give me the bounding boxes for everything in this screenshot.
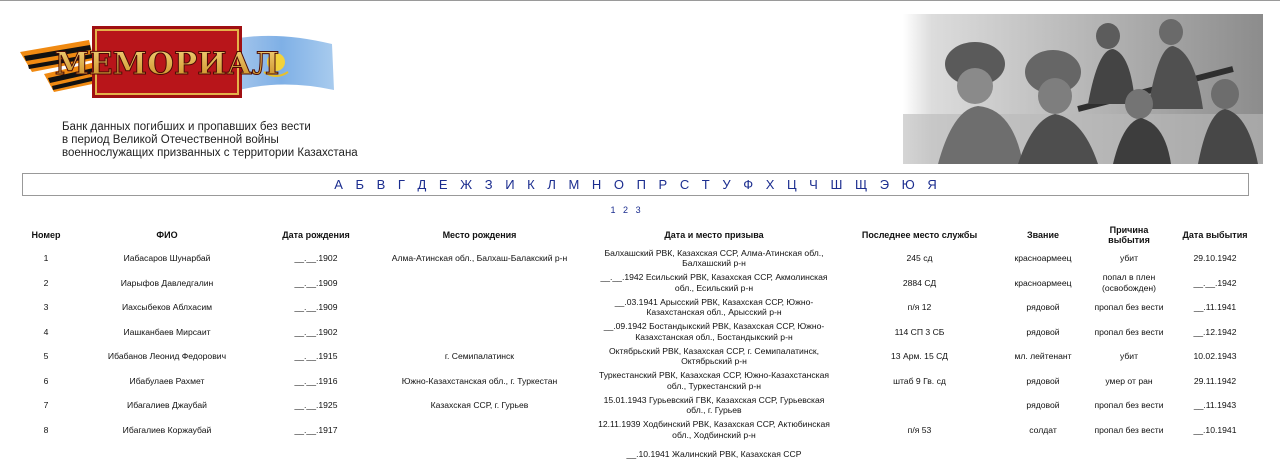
column-header[interactable]: ФИО [156, 230, 178, 240]
alphabet-letter-link[interactable]: Ц [786, 177, 797, 192]
column-header[interactable]: Дата выбытия [1182, 230, 1248, 240]
row-number: 3 [43, 302, 49, 312]
birth-place [368, 295, 591, 320]
alphabet-letter-link[interactable]: И [505, 177, 515, 192]
column-header[interactable]: Место рождения [442, 230, 517, 240]
birth-place: Казахская ССР, г. Гурьев [430, 400, 529, 410]
table-row[interactable] [22, 442, 1256, 467]
birth-date: __.__.1916 [294, 375, 338, 386]
alphabet-letter-link[interactable]: В [376, 177, 386, 192]
alphabet-letter-link[interactable]: Ю [901, 177, 915, 192]
birth-place [368, 442, 591, 467]
birth-place: Алма-Атинская обл., Балхаш-Балакский р-н [391, 253, 568, 263]
alphabet-letter-link[interactable]: Ч [809, 177, 818, 192]
conscription-info: Балхашский РВК, Казахская ССР, Алма-Атинская обл., Балхашский р-н [604, 247, 824, 269]
birth-date: __.__.1909 [294, 302, 338, 312]
soldier-name-link[interactable]: Иашканбаев Мирсаит [123, 326, 211, 337]
birth-place: Южно-Казахстанская обл., г. Туркестан [401, 375, 558, 386]
row-number: 7 [43, 400, 49, 410]
conscription-info: __.03.1941 Арысский РВК, Казахская ССР, Южно-Казахстанская обл., Арысский р-н [614, 296, 814, 318]
departure-date [1174, 442, 1256, 467]
row-number: 5 [43, 351, 49, 361]
alphabet-letter-link[interactable]: Э [879, 177, 890, 192]
departure-date: __.__.1942 [1193, 277, 1237, 288]
birth-place [368, 320, 591, 345]
table-header-row [22, 224, 1256, 246]
table-row[interactable] [22, 246, 1256, 271]
svg-text:МЕМОРИАЛ: МЕМОРИАЛ [54, 46, 280, 82]
pagination [608, 205, 643, 215]
row-number: 2 [43, 277, 49, 288]
conscription-info: __.09.1942 Бостандыкский РВК, Казахская ССР, Южно-Казахстанская обл., Бостандыкский р-н [603, 321, 825, 342]
conscription-info: 15.01.1943 Гурьевский ГВК, Казахская ССР, Гурьевская обл., г. Гурьев [603, 394, 825, 416]
departure-date: 29.10.1942 [1193, 253, 1237, 263]
alphabet-letter-link[interactable]: Р [658, 177, 668, 192]
soldier-name-link[interactable]: Ибагалиев Джаубай [127, 400, 207, 410]
departure-date: __.12.1942 [1193, 326, 1237, 337]
alphabet-letter-link[interactable]: Ф [743, 177, 754, 192]
rank: рядовой [1026, 326, 1060, 337]
conscription-info: Октябрьский РВК, Казахская ССР, г. Семипалатинск, Октябрьский р-н [608, 345, 820, 367]
departure-date: 10.02.1943 [1193, 351, 1237, 361]
column-header[interactable]: Дата рождения [282, 230, 350, 240]
alphabet-letter-link[interactable]: С [679, 177, 690, 192]
soldier-name-link[interactable]: Иарыфов Давледгалин [120, 277, 214, 288]
page-link[interactable]: 2 [623, 205, 629, 215]
table-row[interactable] [22, 418, 1256, 443]
row-number: 6 [43, 375, 49, 386]
soldier-name-link[interactable]: Ибабулаев Рахмет [129, 375, 205, 386]
alphabet-letter-link[interactable]: Щ [854, 177, 868, 192]
last-service: штаб 9 Гв. сд [893, 375, 946, 386]
row-number: 4 [43, 326, 49, 337]
alphabet-letter-link[interactable]: К [527, 177, 535, 192]
departure-reason: пропал без вести [1094, 302, 1164, 312]
last-service [837, 393, 1002, 418]
rank: красноармеец [1014, 253, 1072, 263]
memorial-logo[interactable] [14, 12, 344, 107]
birth-place [368, 418, 591, 443]
departure-reason: попал в плен (освобожден) [1102, 272, 1156, 293]
alphabet-letter-link[interactable]: О [613, 177, 625, 192]
departure-date: __.10.1941 [1193, 424, 1237, 435]
alphabet-letter-link[interactable]: Б [355, 177, 364, 192]
departure-date: 29.11.1942 [1193, 375, 1237, 386]
alphabet-letter-link[interactable]: Ш [830, 177, 843, 192]
conscription-info: Туркестанский РВК, Казахская ССР, Южно-Казахстанская обл., Туркестанский р-н [598, 370, 830, 391]
row-number [22, 442, 70, 467]
column-header[interactable]: Причина выбытия [1108, 225, 1150, 245]
description-line: в период Великой Отечественной войны [62, 134, 279, 146]
last-service: 245 сд [906, 253, 933, 263]
rank [1002, 442, 1084, 467]
last-service: п/я 53 [907, 424, 932, 435]
departure-date: __.11.1943 [1193, 400, 1237, 410]
birth-date: __.__.1925 [294, 400, 338, 410]
results-table [22, 224, 1256, 467]
table-row[interactable] [22, 271, 1256, 296]
birth-date: __.__.1915 [294, 351, 338, 361]
last-service: 2884 СД [902, 277, 937, 288]
alphabet-nav [22, 173, 1249, 196]
departure-reason: умер от ран [1105, 375, 1153, 386]
site-description [62, 121, 358, 160]
table-row[interactable] [22, 393, 1256, 418]
row-number: 8 [43, 424, 49, 435]
alphabet-letter-link[interactable]: Н [591, 177, 602, 192]
table-row[interactable] [22, 344, 1256, 369]
rank: рядовой [1026, 400, 1060, 410]
conscription-info: 12.11.1939 Ходбинский РВК, Казахская ССР, Актюбинская обл., Ходбинский р-н [598, 419, 830, 440]
rank: солдат [1029, 424, 1057, 435]
last-service: п/я 12 [907, 302, 932, 312]
soldiers-photo [903, 14, 1263, 164]
rank: мл. лейтенант [1014, 351, 1072, 361]
alphabet-letter-link[interactable]: У [722, 177, 731, 192]
alphabet-letter-link[interactable]: Ж [460, 177, 473, 192]
alphabet-letter-link[interactable]: Л [547, 177, 556, 192]
alphabet-letter-link[interactable]: П [636, 177, 646, 192]
column-header[interactable]: Звание [1026, 230, 1060, 240]
page-link[interactable]: 3 [635, 205, 641, 215]
column-header[interactable]: Последнее место службы [861, 230, 978, 240]
alphabet-letter-link[interactable]: Т [701, 177, 710, 192]
last-service: 114 СП 3 СБ [894, 326, 945, 337]
departure-date: __.11.1941 [1193, 302, 1237, 312]
table-row[interactable] [22, 320, 1256, 345]
birth-date: __.__.1902 [294, 326, 338, 337]
departure-reason [1084, 442, 1174, 467]
top-border [0, 0, 1280, 1]
row-number: 1 [43, 253, 49, 263]
column-header[interactable]: Номер [31, 230, 61, 240]
soldier-name-link[interactable]: Ибабанов Леонид Федорович [107, 351, 227, 361]
soldier-name-link[interactable]: Иахсыбеков Аблхасим [121, 302, 213, 312]
soldier-name-link[interactable]: Иабасаров Шунарбай [123, 253, 211, 263]
table-row[interactable] [22, 369, 1256, 394]
alphabet-letter-link[interactable]: М [568, 177, 580, 192]
conscription-info: __.__.1942 Есильский РВК, Казахская ССР, Акмолинская обл., Есильский р-н [600, 272, 828, 293]
rank: рядовой [1026, 375, 1060, 386]
soldier-name-link[interactable] [70, 442, 264, 467]
description-line: военнослужащих призванных с территории Казахстана [62, 147, 358, 159]
rank: красноармеец [1014, 277, 1072, 288]
last-service: 13 Арм. 15 СД [891, 351, 948, 361]
birth-date [264, 442, 368, 467]
soldier-name-link[interactable]: Ибагалиев Коржаубай [122, 424, 212, 435]
alphabet-letter-link[interactable]: Г [397, 177, 405, 192]
table-row[interactable] [22, 295, 1256, 320]
alphabet-letter-link[interactable]: Х [765, 177, 775, 192]
conscription-info: __.10.1941 Жалинский РВК, Казахская ССР [626, 449, 802, 459]
birth-date: __.__.1902 [294, 253, 338, 263]
rank: рядовой [1026, 302, 1060, 312]
column-header[interactable]: Дата и место призыва [664, 230, 764, 240]
departure-reason: пропал без вести [1094, 400, 1164, 410]
departure-reason: пропал без вести [1094, 326, 1164, 337]
alphabet-letter-link[interactable]: З [484, 177, 493, 192]
last-service [837, 442, 1002, 467]
description-line: Банк данных погибших и пропавших без вести [62, 121, 311, 133]
alphabet-letter-link[interactable]: Д [417, 177, 427, 192]
birth-date: __.__.1909 [294, 277, 338, 288]
departure-reason: пропал без вести [1094, 424, 1164, 435]
alphabet-letter-link[interactable]: Я [927, 177, 937, 192]
departure-reason: убит [1119, 253, 1139, 263]
alphabet-letter-link[interactable]: Е [438, 177, 448, 192]
birth-date: __.__.1917 [294, 424, 338, 435]
departure-reason: убит [1119, 351, 1139, 361]
alphabet-letter-link[interactable]: А [334, 177, 343, 192]
page-link[interactable]: 1 [610, 205, 616, 215]
birth-place: г. Семипалатинск [444, 351, 515, 361]
birth-place [368, 271, 591, 296]
